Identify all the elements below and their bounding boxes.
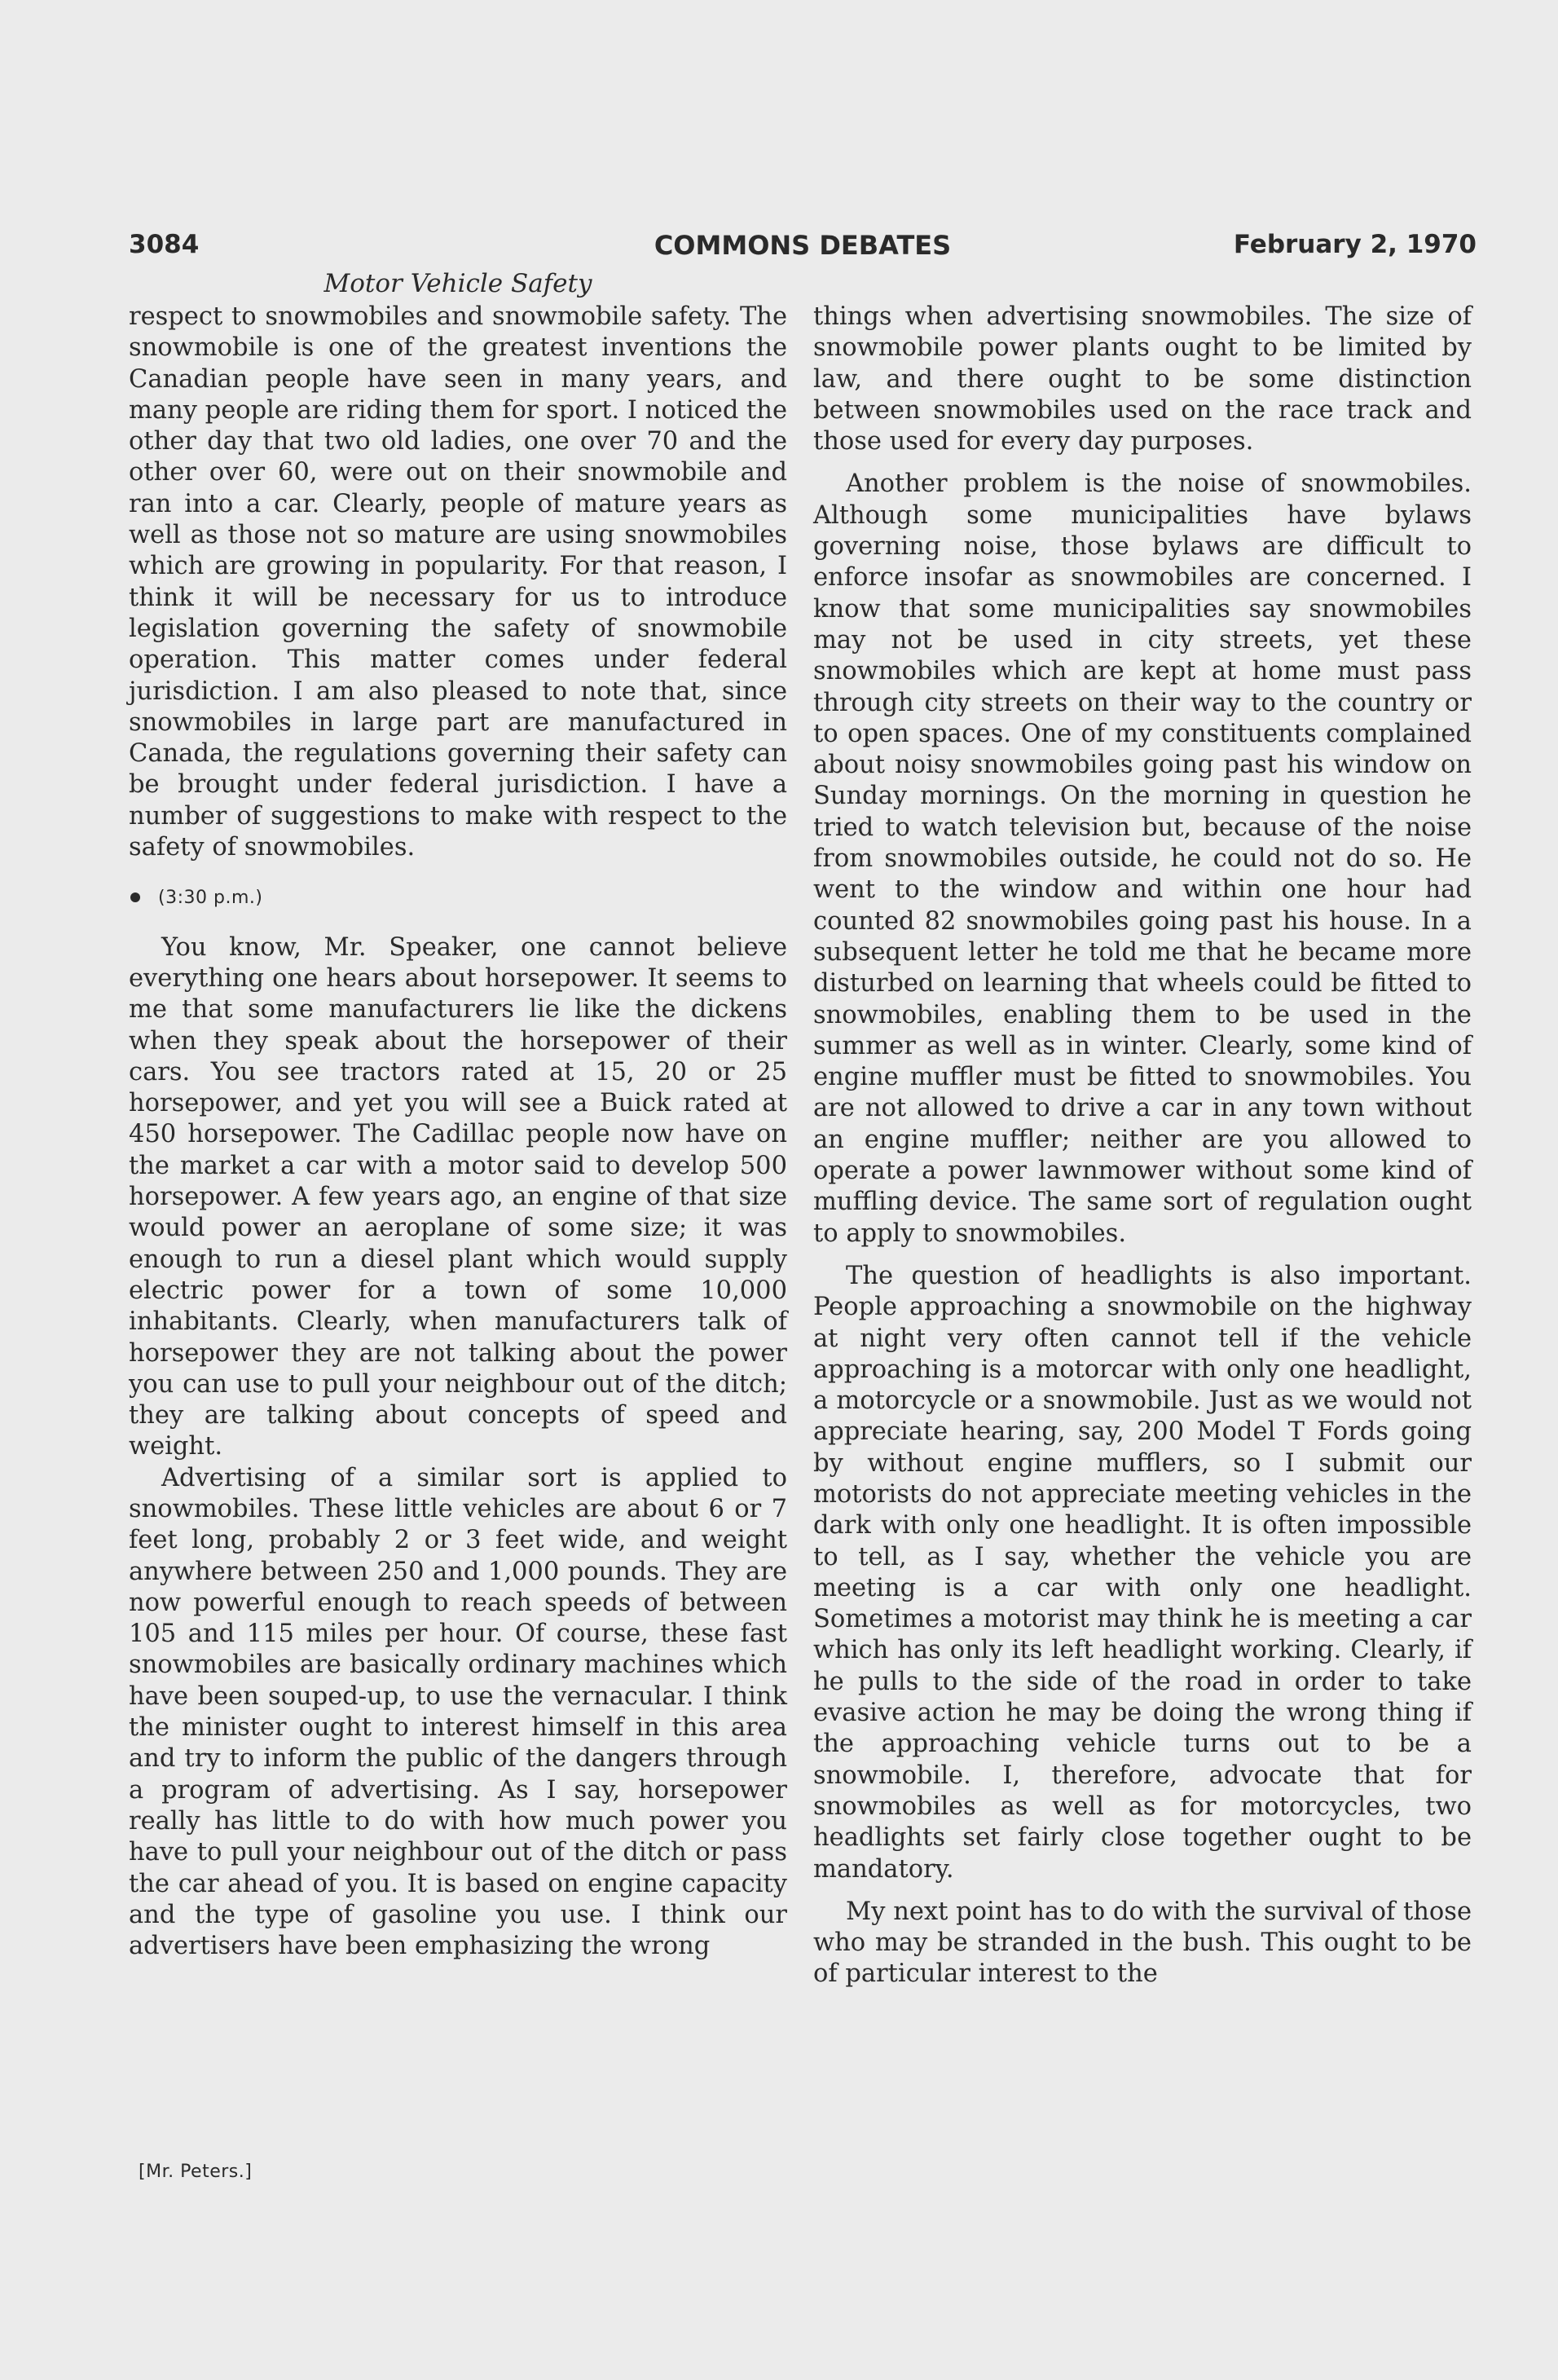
- paragraph: Advertising of a similar sort is applied to snowmobiles. These little vehicles are about 6 or 7 feet long, probably 2 or 3 feet wide, and weight anywhere between 250 and 1,000 pounds. They are now powerful enough to reach speeds of between 105 and 115 miles per hour. Of course, these fast snowmobiles are basically ordinary machines which have been souped-up, to use the vernacular. I think the minister ought to interest himself in this area and try to inform the public of the dangers through a program of advertising. As I say, horsepower really has little to do with how much power you have to pull your neighbour out of the ditch or pass the car ahead of you. It is based on engine capacity and the type of gasoline you use. I think our advertisers have been emphasizing the wrong: [129, 1463, 787, 1961]
- page-number: 3084: [129, 230, 200, 259]
- paragraph: My next point has to do with the survival of those who may be stranded in the bush. This ought to be of particular interest to the: [813, 1897, 1472, 1989]
- paragraph: The question of headlights is also important. People approaching a snowmobile on the highway at night very often cannot tell if the vehicle approaching is a motorcar with only one headlight, a motorcycle or a snowmobile. Just as we would not appreciate hearing, say, 200 Model T Fords going by without engine mufflers, so I submit our motorists do not appreciate meeting vehicles in the dark with only one headlight. It is often impossible to tell, as I say, whether the vehicle you are meeting is a car with only one headlight. Sometimes a motorist may think he is meeting a car which has only its left headlight working. Clearly, if he pulls to the side of the road in order to take evasive action he may be doing the wrong thing if the approaching vehicle turns out to be a snowmobile. I, therefore, advocate that for snowmobiles as well as for motorcycles, two headlights set fairly close together ought to be mandatory.: [813, 1261, 1472, 1884]
- issue-date: February 2, 1970: [1233, 230, 1477, 259]
- paragraph: You know, Mr. Speaker, one cannot believe everything one hears about horsepower. It seems to me that some manufacturers lie like the dickens when they speak about the horsepower of their cars. You see tractors rated at 15, 20 or 25 horsepower, and yet you will see a Buick rated at 450 horsepower. The Cadillac people now have on the market a car with a motor said to develop 500 horsepower. A few years ago, an engine of that size would power an aeroplane of some size; it was enough to run a diesel plant which would supply electric power for a town of some 10,000 inhabitants. Clearly, when manufacturers talk of horsepower they are not talking about the power you can use to pull your neighbour out of the ditch; they are talking about concepts of speed and weight.: [129, 932, 787, 1461]
- publication-title: COMMONS DEBATES: [654, 230, 952, 261]
- speaker-attribution: [Mr. Peters.]: [139, 2162, 253, 2182]
- left-column: [129, 302, 787, 1962]
- timestamp-text: (3:30 p.m.): [158, 888, 263, 909]
- paragraph: Another problem is the noise of snowmobiles. Although some municipalities have bylaws governing noise, those bylaws are difficult to enforce insofar as snowmobiles are concerned. I know that some municipalities say snowmobiles may not be used in city streets, yet these snowmobiles which are kept at home must pass through city streets on their way to the country or to open spaces. One of my constituents complained about noisy snowmobiles going past his window on Sunday mornings. On the morning in question he tried to watch television but, because of the noise from snowmobiles outside, he could not do so. He went to the window and within one hour had counted 82 snowmobiles going past his house. In a subsequent letter he told me that he became more disturbed on learning that wheels could be fitted to snowmobiles, enabling them to be used in the summer as well as in winter. Clearly, some kind of engine muffler must be fitted to snowmobiles. You are not allowed to drive a car in any town without an engine muffler; neither are you allowed to operate a power lawnmower without some kind of muffling device. The same sort of regulation ought to apply to snowmobiles.: [813, 469, 1472, 1248]
- bullet-icon: [130, 892, 140, 902]
- timestamp: [129, 883, 787, 914]
- section-subheading: Motor Vehicle Safety: [323, 269, 592, 298]
- paragraph: respect to snowmobiles and snowmobile safety. The snowmobile is one of the greatest inventions the Canadian people have seen in many years, and many people are riding them for sport. I noticed the other day that two old ladies, one over 70 and the other over 60, were out on their snowmobile and ran into a car. Clearly, people of mature years as well as those not so mature are using snowmobiles which are growing in popularity. For that reason, I think it will be necessary for us to introduce legislation governing the safety of snowmobile operation. This matter comes under federal jurisdiction. I am also pleased to note that, since snowmobiles in large part are manufactured in Canada, the regulations governing their safety can be brought under federal jurisdiction. I have a number of suggestions to make with respect to the safety of snowmobiles.: [129, 302, 787, 862]
- paragraph: things when advertising snowmobiles. The size of snowmobile power plants ought to be limited by law, and there ought to be some distinction between snowmobiles used on the race track and those used for every day purposes.: [813, 302, 1472, 456]
- right-column: [813, 302, 1472, 1990]
- page-header: [129, 230, 1477, 262]
